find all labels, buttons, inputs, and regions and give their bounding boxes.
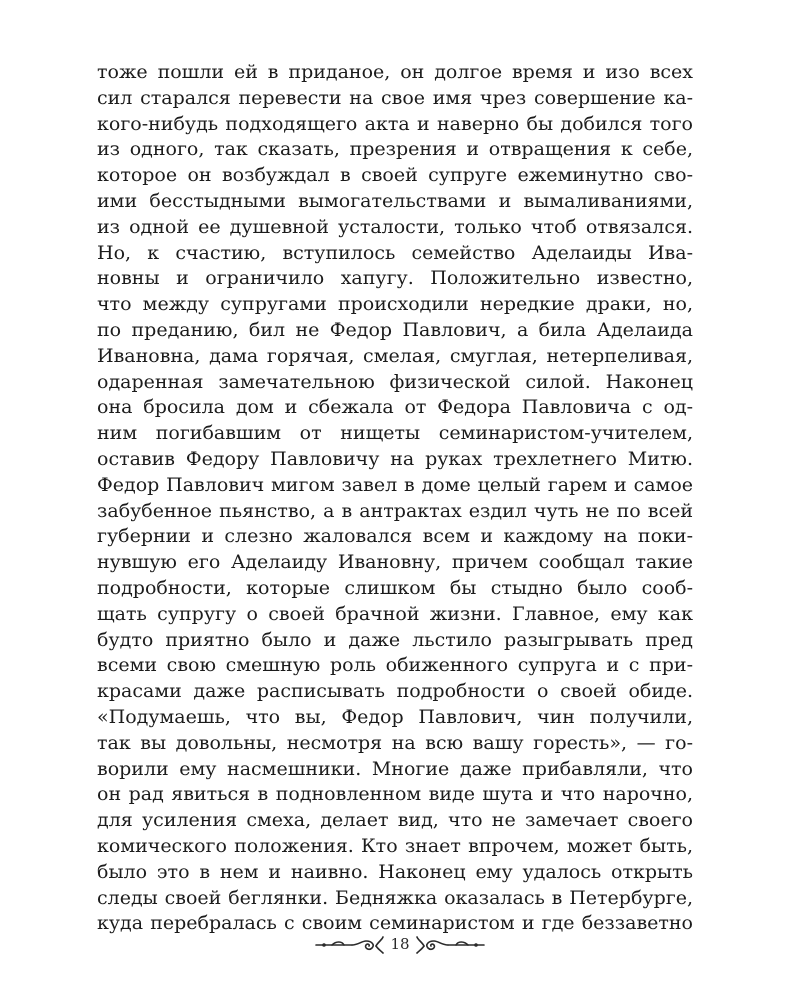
text-line: губернии и слезно жаловался всем и каждому на поки- [97,525,693,548]
text-line: щать супругу о своей брачной жизни. Главное, ему как [97,602,693,625]
text-line: кого-нибудь подходящего акта и наверно бы добился того [97,112,693,135]
text-line: что между супругами происходили нередкие драки, но, [97,293,693,316]
text-line: подробности, которые слишком бы стыдно было сооб- [97,576,693,599]
text-line: так вы довольны, несмотря на всю вашу горесть», — го- [97,731,693,754]
text-line: по преданию, бил не Федор Павлович, а била Аделаида [97,318,693,341]
body-text [97,60,693,937]
text-line: было это в нем и наивно. Наконец ему удалось открыть [97,860,693,883]
text-line: из одной ее душевной усталости, только чтоб отвязался. [97,215,693,238]
text-line: красами даже расписывать подробности о своей обиде. [97,680,693,703]
text-line: она бросила дом и сбежала от Федора Павловича с од- [97,396,693,419]
right-flourish-icon [416,932,486,956]
text-line: сил старался перевести на свое имя чрез совершение ка- [97,86,693,109]
text-line: Федор Павлович мигом завел в доме целый гарем и самое [97,473,693,496]
text-line: Но, к счастию, вступилось семейство Аделаиды Ива- [97,241,693,264]
text-line: оставив Федору Павловичу на руках трехлетнего Митю. [97,447,693,470]
text-line: будто приятно было и даже льстило разыгрывать пред [97,628,693,651]
text-line: забубенное пьянство, а в антрактах ездил чуть не по всей [97,499,693,522]
text-line: новны и ограничило хапугу. Положительно известно, [97,267,693,290]
page-footer [0,928,800,960]
text-line: ворили ему насмешники. Многие даже прибавляли, что [97,757,693,780]
text-line: комического положения. Кто знает впрочем, может быть, [97,834,693,857]
text-line: одаренная замечательною физической силой. Наконец [97,370,693,393]
text-line: следы своей беглянки. Бедняжка оказалась в Петербурге, [97,886,693,909]
left-flourish-icon [314,932,384,956]
text-line: ими бесстыдными вымогательствами и вымаливаниями, [97,189,693,212]
text-line: нувшую его Аделаиду Ивановну, причем сообщал такие [97,551,693,574]
text-line: для усиления смеха, делает вид, что не замечает своего [97,809,693,832]
text-line: куда перебралась с своим семинаристом и где беззаветно [97,912,693,935]
text-line: он рад явиться в подновленном виде шута и что нарочно, [97,783,693,806]
page-number: 18 [390,935,410,953]
text-line: «Подумаешь, что вы, Федор Павлович, чин получили, [97,705,693,728]
text-line: Ивановна, дама горячая, смелая, смуглая, нетерпеливая, [97,344,693,367]
text-line: всеми свою смешную роль обиженного супруга и с при- [97,654,693,677]
text-line: которое он возбуждал в своей супруге ежеминутно сво- [97,164,693,187]
text-line: тоже пошли ей в приданое, он долгое время и изо всех [97,61,693,83]
text-line: из одного, так сказать, презрения и отвращения к себе, [97,138,693,161]
text-line: ним погибавшим от нищеты семинаристом-учителем, [97,422,693,445]
